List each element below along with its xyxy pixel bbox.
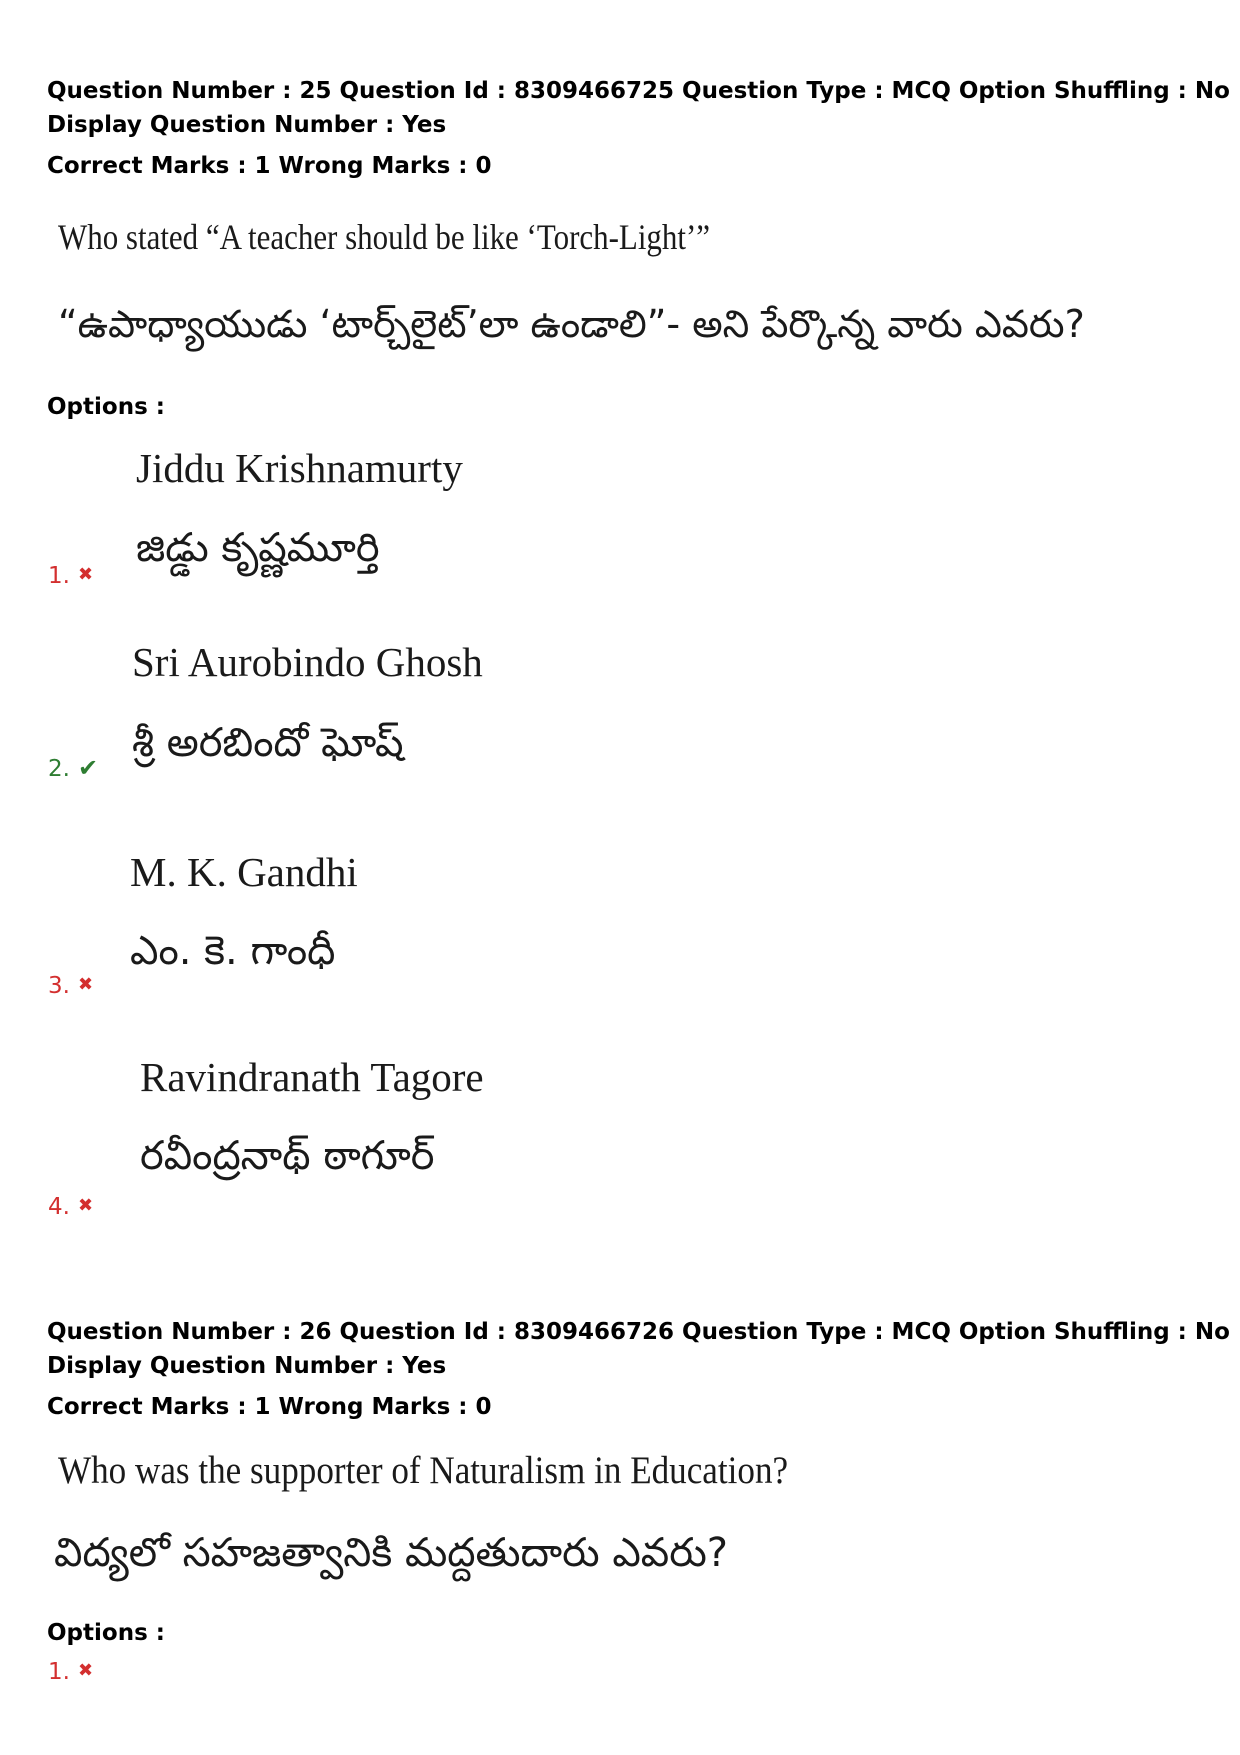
- question-text-telugu: “ఉపాధ్యాయుడు ‘టార్చ్‌లైట్’లా ఉండాలి”- అని పేర్కొన్న వారు ఎవరు?: [58, 302, 1085, 346]
- question-meta-line: Question Number : 26 Question Id : 8309466726 Question Type : MCQ Option Shuffling : No: [47, 1319, 1230, 1345]
- option-4-telugu: రవీంద్రనాథ్ ఠాగూర్: [140, 1133, 435, 1179]
- option-3[interactable]: [48, 970, 93, 1001]
- option-1[interactable]: [48, 560, 93, 591]
- cross-icon: ✖: [77, 1195, 94, 1216]
- option-3-telugu: ఎం. కె. గాంధీ: [130, 928, 336, 974]
- option-3-english: M. K. Gandhi: [130, 849, 358, 895]
- option-2-english: Sri Aurobindo Ghosh: [132, 639, 483, 685]
- cross-icon: ✖: [77, 974, 94, 995]
- option-2[interactable]: [48, 753, 98, 784]
- option-number: 2.: [48, 756, 70, 782]
- question-text-english: Who was the supporter of Naturalism in Education?: [58, 1449, 789, 1492]
- cross-icon: ✖: [77, 564, 94, 585]
- marks-line: Correct Marks : 1 Wrong Marks : 0: [47, 153, 492, 179]
- option-number: 3.: [48, 973, 70, 999]
- option-4-english: Ravindranath Tagore: [140, 1054, 484, 1100]
- option-number: 1.: [48, 1659, 70, 1685]
- options-label: Options :: [47, 1620, 165, 1646]
- display-question-number: Display Question Number : Yes: [47, 112, 447, 138]
- option-number: 4.: [48, 1194, 70, 1220]
- option-1[interactable]: [48, 1656, 93, 1687]
- question-text-english: Who stated “A teacher should be like ‘Torch-Light’”: [58, 217, 711, 257]
- question-meta-line: Question Number : 25 Question Id : 8309466725 Question Type : MCQ Option Shuffling : No: [47, 78, 1230, 104]
- options-label: Options :: [47, 394, 165, 420]
- option-1-telugu: జిడ్డు కృష్ణమూర్తి: [136, 525, 380, 571]
- checkmark-icon: ✔: [77, 754, 99, 782]
- marks-line: Correct Marks : 1 Wrong Marks : 0: [47, 1394, 492, 1420]
- option-4[interactable]: [48, 1191, 93, 1222]
- option-1-english: Jiddu Krishnamurty: [136, 445, 463, 491]
- question-text-telugu: విద్యలో సహజత్వానికి మద్దతుదారు ఎవరు?: [54, 1530, 729, 1576]
- option-number: 1.: [48, 563, 70, 589]
- display-question-number: Display Question Number : Yes: [47, 1353, 447, 1379]
- cross-icon: ✖: [77, 1660, 94, 1681]
- option-2-telugu: శ్రీ అరబిందో ఘోష్: [132, 720, 404, 766]
